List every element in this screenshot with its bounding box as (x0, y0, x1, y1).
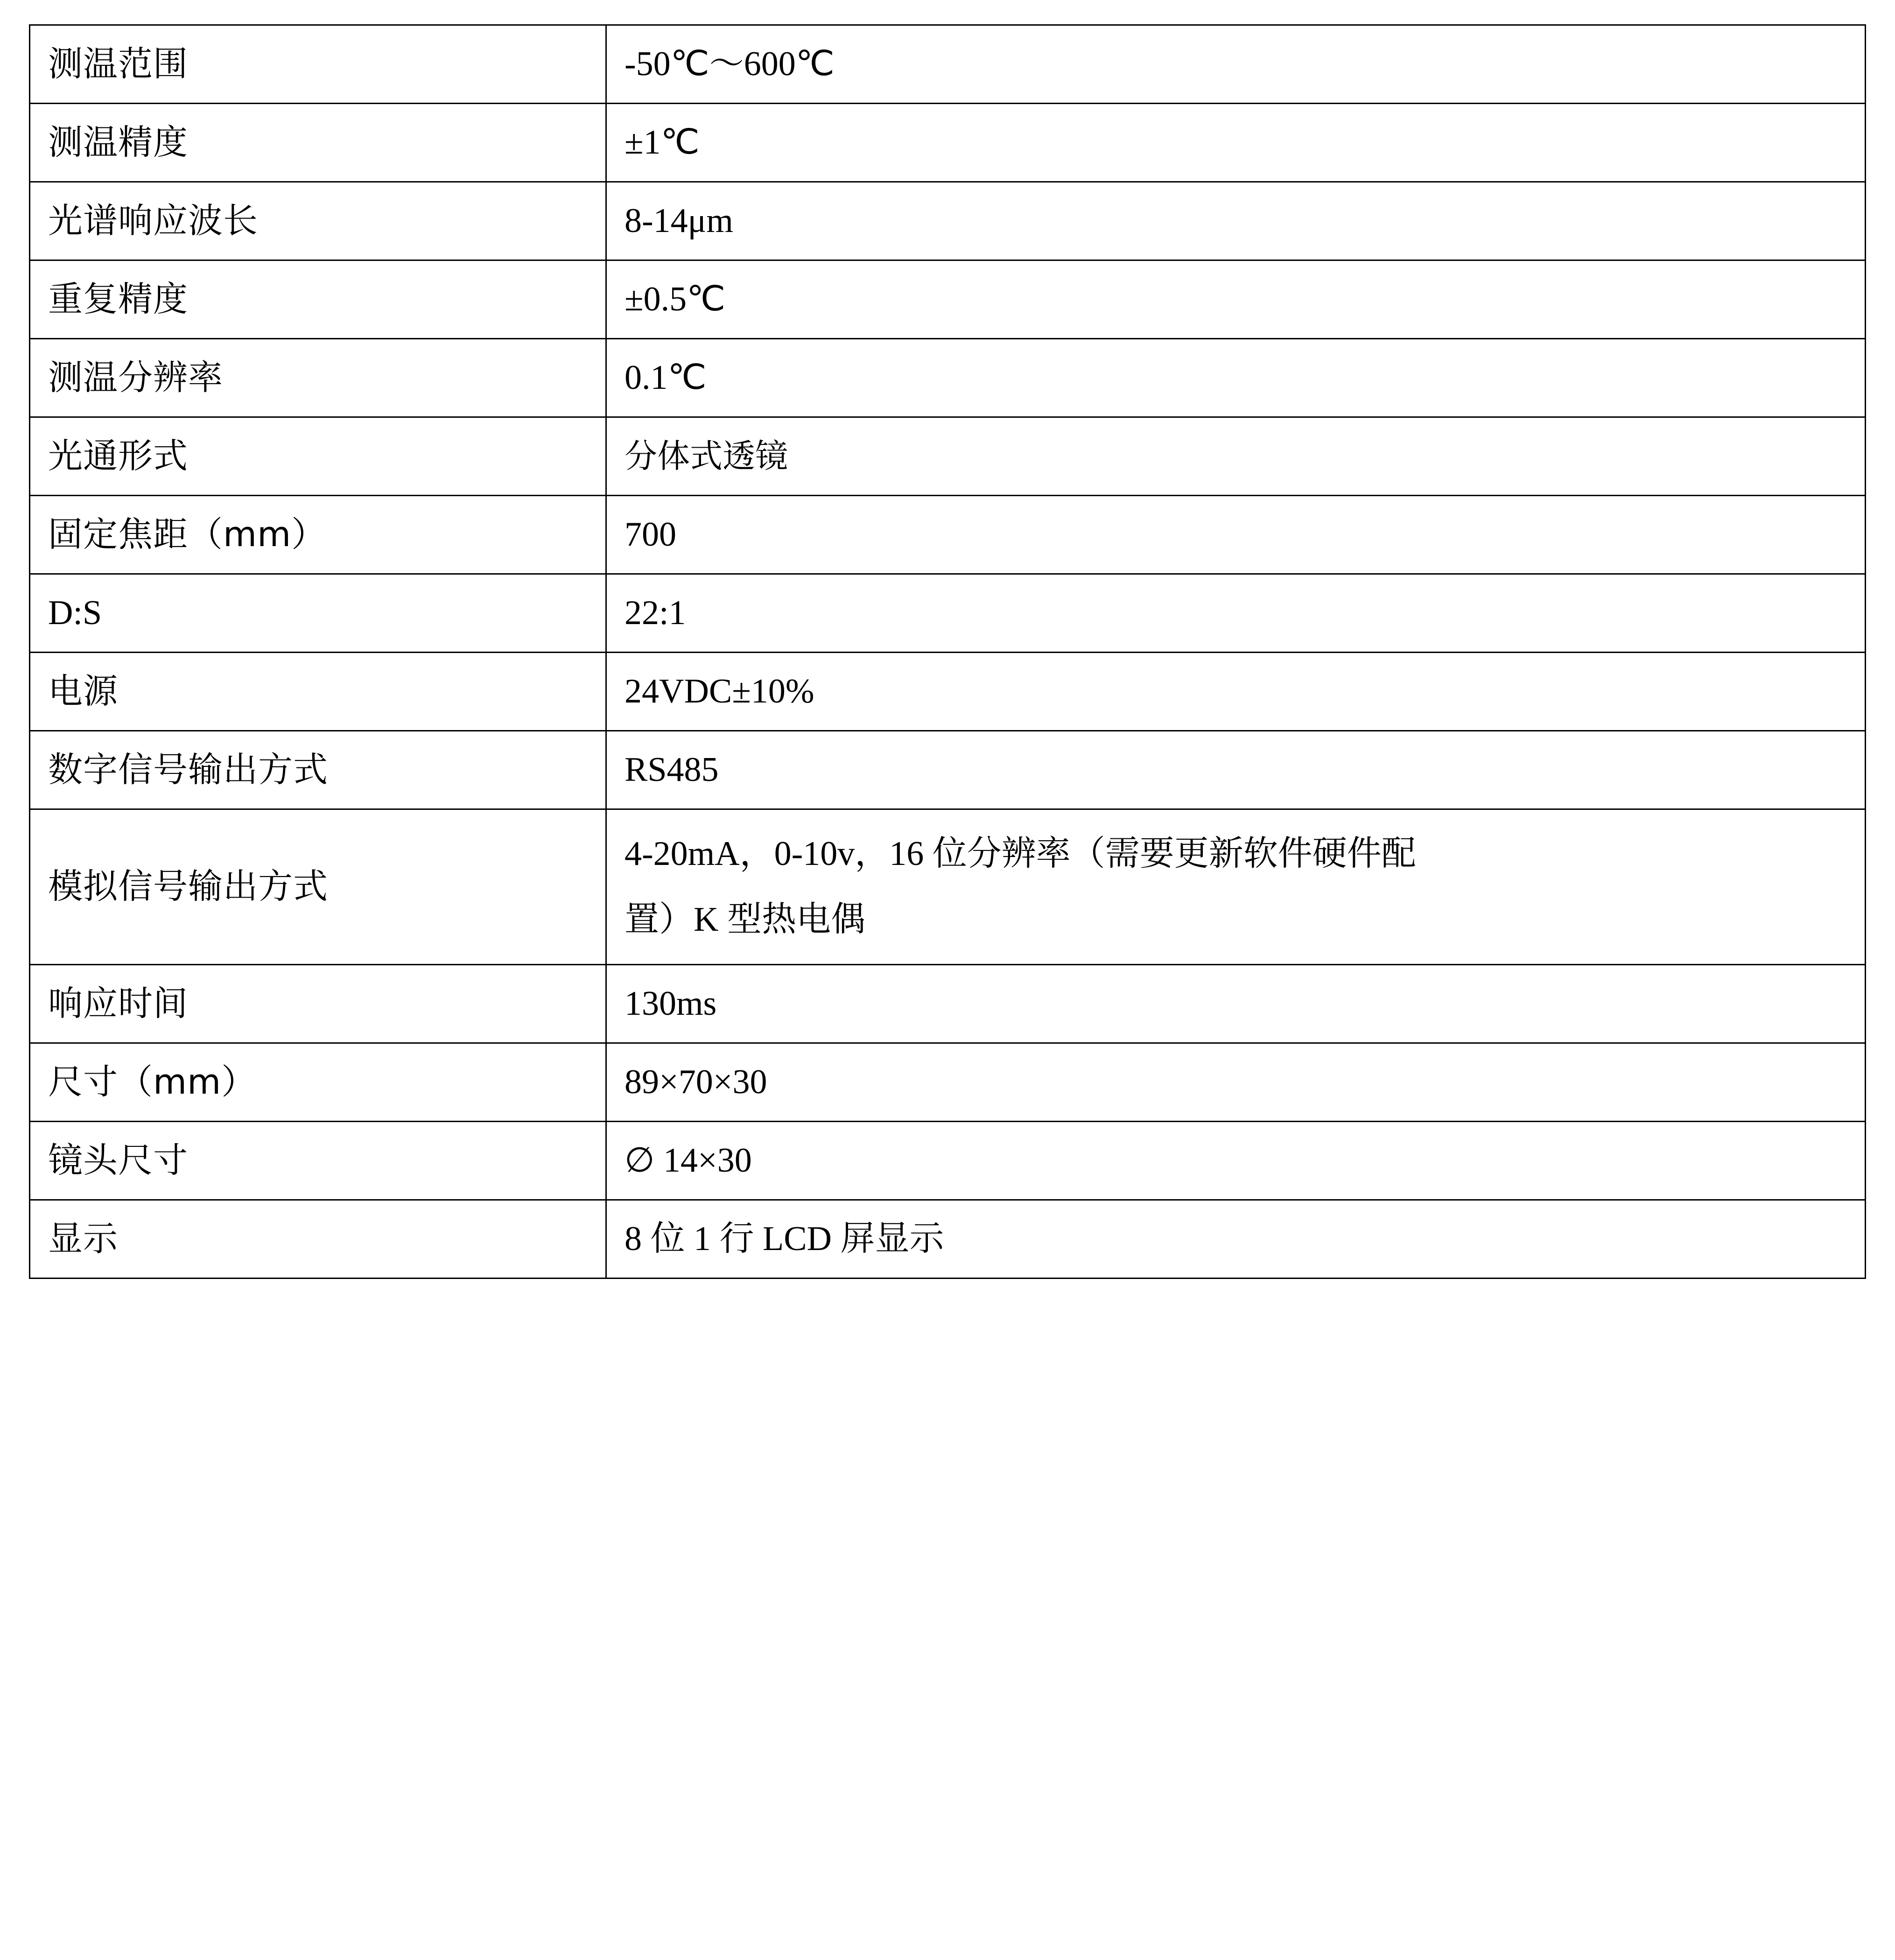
row-value: ±0.5℃ (606, 260, 1866, 339)
table-row (30, 417, 1866, 496)
row-value (606, 809, 1866, 965)
table-row (30, 965, 1866, 1043)
row-label: 光谱响应波长 (30, 182, 606, 260)
row-label: 重复精度 (30, 260, 606, 339)
specification-table (29, 24, 1866, 1279)
row-value: ±1℃ (606, 104, 1866, 182)
row-value: 89×70×30 (606, 1043, 1866, 1122)
row-label: 模拟信号输出方式 (30, 809, 606, 965)
specification-table-body (30, 25, 1866, 1279)
row-value: ∅ 14×30 (606, 1122, 1866, 1200)
row-value: 22:1 (606, 574, 1866, 653)
row-label: 镜头尺寸 (30, 1122, 606, 1200)
table-row (30, 809, 1866, 965)
row-value: 0.1℃ (606, 339, 1866, 417)
table-row (30, 1122, 1866, 1200)
row-value-line: 置）K 型热电偶 (625, 900, 865, 939)
table-row (30, 339, 1866, 417)
table-row (30, 653, 1866, 731)
row-value: 8 位 1 行 LCD 屏显示 (606, 1200, 1866, 1279)
table-row (30, 25, 1866, 104)
row-value: 24VDC±10% (606, 653, 1866, 731)
table-row (30, 496, 1866, 574)
table-row (30, 731, 1866, 809)
table-row (30, 1200, 1866, 1279)
row-label: D:S (30, 574, 606, 653)
table-row (30, 1043, 1866, 1122)
row-value: 130ms (606, 965, 1866, 1043)
row-label: 电源 (30, 653, 606, 731)
row-value: 分体式透镜 (606, 417, 1866, 496)
row-label: 光通形式 (30, 417, 606, 496)
row-label: 显示 (30, 1200, 606, 1279)
row-label: 测温范围 (30, 25, 606, 104)
row-label: 测温分辨率 (30, 339, 606, 417)
table-row (30, 104, 1866, 182)
row-value: 700 (606, 496, 1866, 574)
row-label: 测温精度 (30, 104, 606, 182)
row-label: 数字信号输出方式 (30, 731, 606, 809)
table-row (30, 260, 1866, 339)
row-label: 响应时间 (30, 965, 606, 1043)
table-row (30, 574, 1866, 653)
row-label: 固定焦距（mm） (30, 496, 606, 574)
row-value: RS485 (606, 731, 1866, 809)
row-label: 尺寸（mm） (30, 1043, 606, 1122)
row-value: -50℃～600℃ (606, 25, 1866, 104)
table-row (30, 182, 1866, 260)
row-value-line: 4-20mA，0-10v，16 位分辨率（需要更新软件硬件配 (625, 834, 1416, 873)
row-value: 8-14μm (606, 182, 1866, 260)
